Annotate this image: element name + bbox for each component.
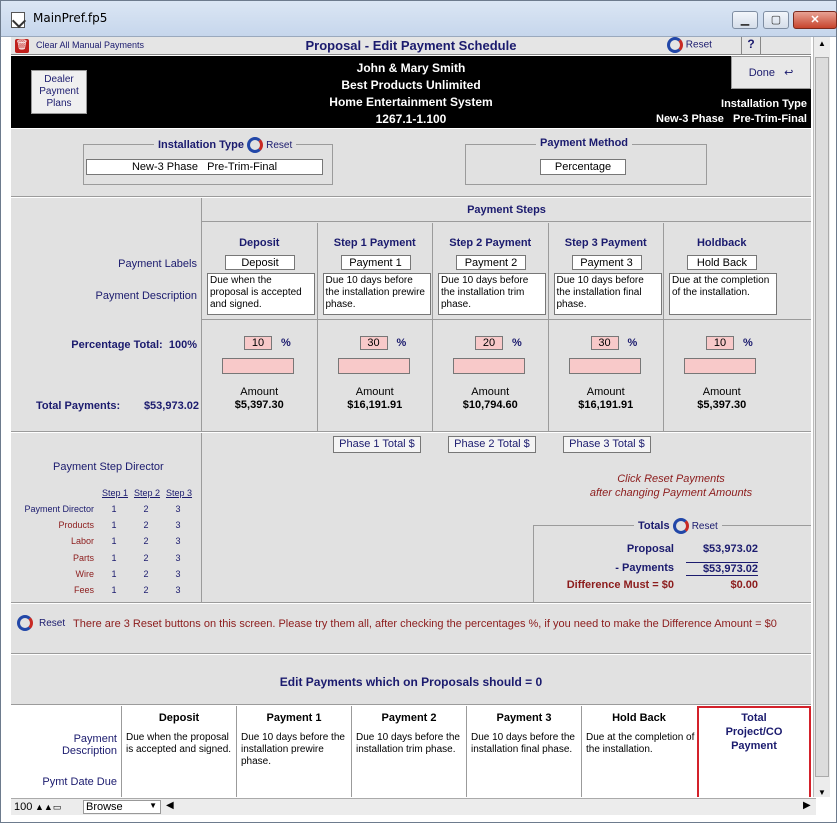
client-name: John & Mary Smith — [356, 61, 466, 75]
document-icon — [11, 12, 25, 28]
director-step-value[interactable]: 1 — [111, 536, 117, 547]
percentage-field[interactable]: 10 — [706, 336, 734, 350]
percentage-field[interactable]: 30 — [360, 336, 388, 350]
payment-method-field[interactable]: Percentage — [540, 159, 626, 175]
install-type-panel — [83, 138, 333, 185]
payment-table-column — [121, 706, 236, 797]
step-header: Step 2 Payment — [449, 237, 532, 249]
mode-select[interactable] — [83, 800, 161, 814]
reset-hint-line: after changing Payment Amounts — [589, 487, 753, 499]
percentage-field[interactable]: 30 — [591, 336, 619, 350]
percent-sign: % — [281, 337, 291, 349]
notice-reset-button[interactable]: Reset — [39, 618, 66, 629]
payment-table-column — [351, 706, 466, 797]
director-row-label: Payment Director — [24, 504, 94, 514]
reset-hint — [571, 472, 771, 500]
payments-value: $53,973.02 — [686, 562, 758, 576]
director-step-value[interactable]: 3 — [175, 568, 181, 579]
title-bar — [1, 1, 836, 37]
director-step-value[interactable]: 1 — [111, 504, 117, 514]
amount-input[interactable] — [569, 358, 641, 374]
director-step-header: Step 2 — [133, 488, 161, 498]
header-install-type — [656, 97, 807, 127]
install-type-title-text: Installation Type — [158, 138, 244, 151]
table-description-cell[interactable]: Due when the proposal is accepted and signed. — [126, 732, 232, 755]
director-step-value[interactable]: 3 — [175, 585, 181, 595]
notice-text: There are 3 Reset buttons on this screen. Please try them all, after checking the percentages %, if you need to make the Difference Amount = $0 — [73, 618, 777, 630]
total-header-line: Project/CO — [725, 726, 783, 738]
payment-steps-section — [11, 198, 811, 432]
trash-icon[interactable]: 🗑 — [15, 40, 29, 51]
total-payments-label: Total Payments: — [36, 400, 121, 412]
step-header: Deposit — [239, 237, 280, 249]
amount-input[interactable] — [453, 358, 525, 374]
scroll-down-icon[interactable]: ▼ — [818, 788, 826, 797]
dealer-line: Plans — [46, 98, 72, 109]
reset-icon[interactable] — [17, 615, 33, 631]
return-arrow-icon: ↩ — [784, 67, 794, 79]
scroll-up-icon[interactable]: ▲ — [818, 39, 826, 48]
payment-description-field[interactable]: Due 10 days before the installation prewire phase. — [323, 273, 431, 315]
table-column-header: Deposit — [158, 712, 200, 724]
edit-payments-title: Edit Payments which on Proposals should = 0 — [279, 675, 543, 689]
clear-manual-payments-button[interactable]: Clear All Manual Payments — [36, 40, 145, 50]
minimize-button[interactable]: ▁ — [732, 11, 758, 29]
phase-1-total-button[interactable]: Phase 1 Total $ — [333, 436, 421, 453]
page-title: Proposal - Edit Payment Schedule — [305, 38, 517, 53]
reset-label: Reset — [685, 39, 712, 51]
toolbar — [11, 37, 811, 55]
scroll-left-icon[interactable]: ◀ — [166, 800, 174, 811]
director-step-value[interactable]: 3 — [175, 504, 181, 514]
table-description-cell[interactable]: Due 10 days before the installation trim phase. — [356, 732, 460, 755]
amount-value: $16,191.91 — [578, 399, 634, 411]
zoom-icons[interactable]: ▲▲▭ — [35, 802, 62, 812]
payment-label-field[interactable]: Payment 3 — [572, 255, 642, 270]
amount-input[interactable] — [684, 358, 756, 374]
director-step-header: Step 1 — [101, 488, 129, 498]
director-step-value[interactable]: 1 — [111, 552, 117, 563]
payment-description-caption: Payment Description — [95, 290, 197, 302]
dealer-line: Dealer — [44, 74, 74, 85]
payment-method-panel — [465, 137, 707, 185]
mode-value: Browse — [86, 801, 123, 813]
payment-label-field[interactable]: Deposit — [225, 255, 295, 270]
amount-caption: Amount — [586, 386, 625, 398]
payment-method-title: Payment Method — [536, 137, 632, 149]
director-step-value[interactable]: 3 — [175, 552, 181, 563]
amount-value: $5,397.30 — [234, 399, 284, 411]
row-label: Description — [61, 745, 117, 757]
install-band — [11, 129, 811, 197]
payment-label-field[interactable]: Payment 2 — [456, 255, 526, 270]
difference-value: $0.00 — [730, 579, 758, 591]
edit-payments-section — [11, 655, 811, 705]
director-row-label: Products — [58, 520, 94, 531]
proposal-number: 1267.1-1.100 — [375, 112, 447, 126]
payment-steps-title: Payment Steps — [202, 198, 811, 222]
director-row-label: Fees — [73, 585, 94, 595]
director-row-label: Parts — [72, 552, 94, 563]
divider — [201, 433, 202, 603]
director-row-label: Wire — [75, 568, 94, 579]
reset-icon — [667, 37, 683, 53]
zoom-level[interactable]: 100 — [14, 801, 33, 813]
payment-step-column — [664, 223, 780, 432]
percentage-field[interactable]: 10 — [244, 336, 272, 350]
director-step-value[interactable]: 2 — [143, 520, 149, 531]
close-button[interactable]: ✕ — [793, 11, 837, 29]
dealer-line: Payment — [39, 86, 79, 97]
payment-table-column — [466, 706, 581, 797]
done-button[interactable] — [731, 56, 811, 89]
header-banner — [11, 56, 811, 128]
table-description-cell[interactable]: Due 10 days before the installation prewire phase. — [241, 732, 345, 767]
amount-input[interactable] — [338, 358, 410, 374]
table-description-cell[interactable]: Due 10 days before the installation final phase. — [471, 732, 575, 755]
table-column-header: Payment 3 — [496, 712, 552, 724]
director-step-value[interactable]: 3 — [175, 520, 181, 531]
step-header: Step 3 Payment — [564, 237, 647, 249]
reset-hint-line: Click Reset Payments — [617, 473, 725, 485]
reset-notice — [11, 604, 811, 654]
director-row-label: Labor — [70, 536, 94, 547]
totals-panel — [533, 519, 811, 603]
payment-step-column — [549, 223, 665, 432]
amount-value: $5,397.30 — [697, 399, 747, 411]
phase-3-total-button[interactable]: Phase 3 Total $ — [563, 436, 651, 453]
table-description-cell[interactable]: Due at the completion of the installation. — [586, 732, 695, 755]
row-label: Payment — [73, 733, 117, 745]
amount-caption: Amount — [240, 386, 279, 398]
payment-label-field[interactable]: Hold Back — [687, 255, 757, 270]
header-reset-button[interactable] — [667, 37, 712, 53]
amount-caption: Amount — [355, 386, 394, 398]
director-step-value[interactable]: 1 — [111, 520, 117, 531]
step-director-title: Payment Step Director — [53, 461, 164, 473]
payment-description-field[interactable]: Due 10 days before the installation final phase. — [554, 273, 662, 315]
proposal-value: $53,973.02 — [702, 543, 758, 555]
edit-payments-table — [11, 706, 811, 797]
done-label: Done — [748, 67, 775, 79]
install-type-field[interactable]: New-3 Phase Pre-Trim-Final — [86, 159, 323, 175]
payment-label-field[interactable]: Payment 1 — [341, 255, 411, 270]
company-name: Best Products Unlimited — [341, 78, 481, 92]
step-header: Holdback — [696, 237, 747, 249]
payment-labels-caption: Payment Labels — [118, 258, 197, 270]
amount-value: $16,191.91 — [347, 399, 403, 411]
totals-title-text: Totals — [638, 519, 670, 532]
percent-sign: % — [627, 337, 638, 349]
vertical-scrollbar[interactable] — [813, 37, 830, 797]
window-title: MainPref.fp5 — [33, 11, 108, 25]
system-name: Home Entertainment System — [329, 95, 493, 109]
install-type-title — [154, 137, 296, 153]
director-step-value[interactable]: 2 — [143, 585, 149, 595]
maximize-button[interactable]: ▢ — [763, 11, 789, 29]
amount-caption: Amount — [702, 386, 741, 398]
payment-table-column — [236, 706, 351, 797]
table-column-header: Payment 1 — [266, 712, 322, 724]
payment-description-field[interactable]: Due at the completion of the installation. — [669, 273, 777, 315]
payment-step-column — [318, 223, 434, 432]
amount-value: $10,794.60 — [462, 399, 518, 411]
percent-sign: % — [743, 337, 753, 349]
payment-description-field[interactable]: Due when the proposal is accepted and signed. — [207, 273, 315, 315]
total-header-line: Payment — [731, 740, 777, 752]
payments-label: - Payments — [615, 562, 674, 574]
chevron-down-icon: ▼ — [149, 801, 157, 810]
percent-sign: % — [396, 337, 407, 349]
step-header: Step 1 Payment — [333, 237, 416, 249]
total-payments-value: $53,973.02 — [143, 400, 199, 412]
reset-icon[interactable] — [673, 518, 689, 534]
percentage-total-value: 100% — [168, 339, 197, 351]
help-button[interactable]: ? — [741, 37, 761, 54]
payment-step-column — [433, 223, 549, 432]
reset-icon[interactable] — [247, 137, 263, 153]
difference-label: Difference Must = $0 — [566, 579, 674, 591]
scroll-thumb[interactable] — [815, 57, 829, 777]
director-step-value[interactable]: 2 — [143, 536, 149, 547]
director-step-value[interactable]: 3 — [175, 536, 181, 547]
payment-description-field[interactable]: Due 10 days before the installation trim phase. — [438, 273, 546, 315]
payment-table-column — [581, 706, 696, 797]
row-label-date-due: Pymt Date Due — [42, 776, 117, 788]
amount-input[interactable] — [222, 358, 294, 374]
phase-2-total-button[interactable]: Phase 2 Total $ — [448, 436, 536, 453]
director-step-value[interactable]: 2 — [143, 568, 149, 579]
director-step-value[interactable]: 2 — [143, 504, 149, 514]
scroll-right-icon[interactable]: ▶ — [803, 800, 811, 811]
director-section — [11, 433, 811, 603]
total-header-line: Total — [741, 712, 767, 724]
percentage-field[interactable]: 20 — [475, 336, 503, 350]
table-column-header: Payment 2 — [381, 712, 437, 724]
percentage-total — [11, 339, 197, 351]
proposal-label: Proposal — [626, 543, 674, 555]
status-bar — [11, 798, 816, 815]
install-reset-button[interactable]: Reset — [266, 139, 293, 151]
amount-caption: Amount — [471, 386, 510, 398]
total-project-payment-column — [697, 706, 811, 797]
director-step-value[interactable]: 1 — [111, 568, 117, 579]
install-type-value: New-3 Phase Pre-Trim-Final — [656, 113, 807, 125]
install-type-caption: Installation Type — [721, 98, 807, 110]
payment-step-column — [202, 223, 318, 432]
director-step-value[interactable]: 2 — [143, 552, 149, 563]
percent-sign: % — [512, 337, 522, 349]
table-column-header: Hold Back — [612, 712, 666, 724]
director-step-value[interactable]: 1 — [111, 585, 117, 595]
director-step-header: Step 3 — [165, 488, 193, 498]
totals-title — [634, 518, 722, 534]
row-label-payment-description — [11, 733, 117, 757]
percentage-total-label: Percentage Total: — [71, 339, 163, 351]
totals-reset-button[interactable]: Reset — [691, 520, 718, 532]
